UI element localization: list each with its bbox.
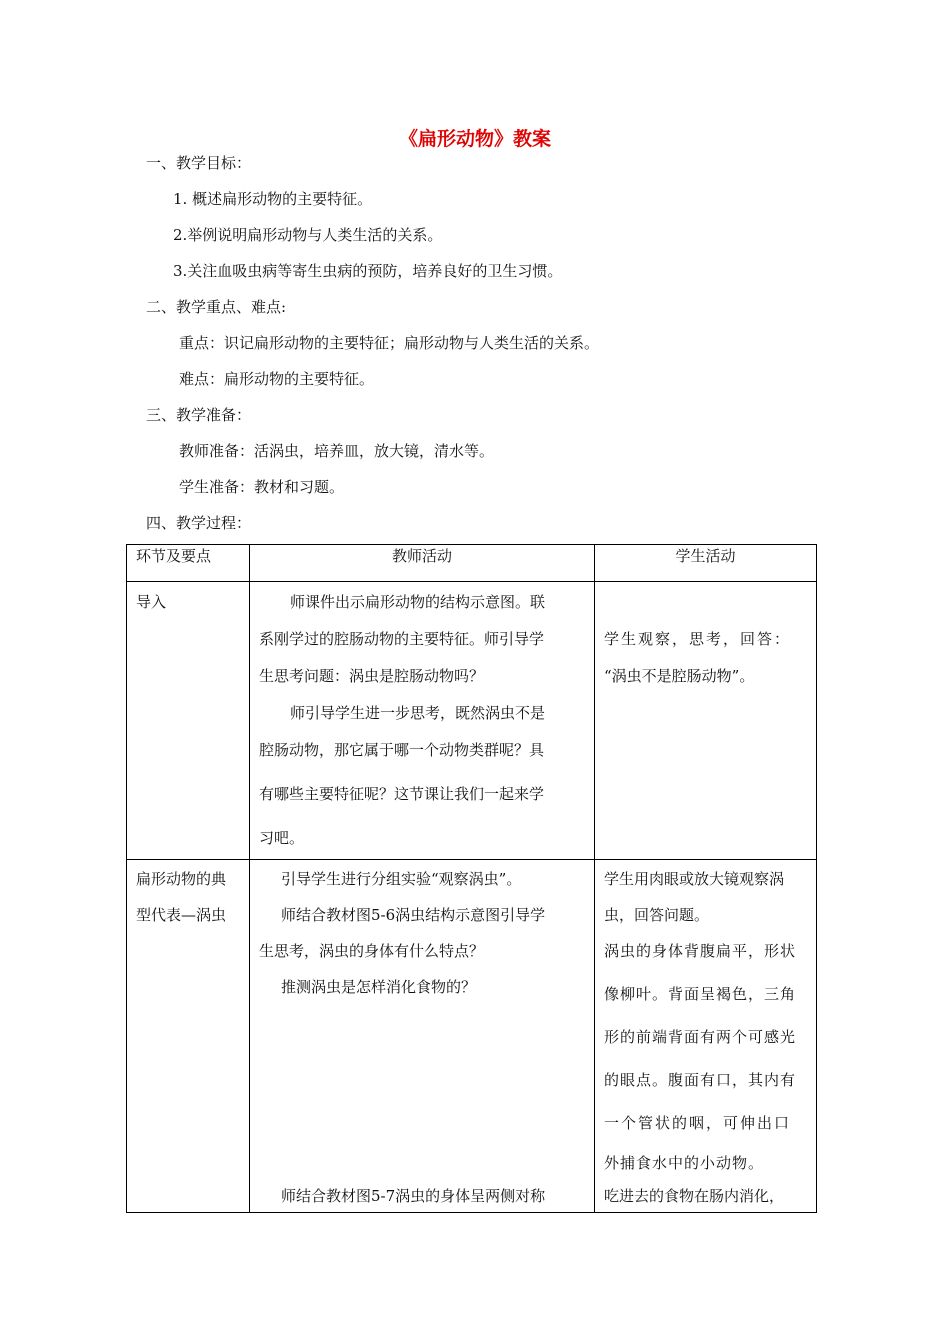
header-stage: 环节及要点 bbox=[127, 545, 250, 582]
teacher-text-line: 引导学生进行分组实验“观察涡虫”。 bbox=[281, 870, 522, 888]
teacher-text-line: 师课件出示扁形动物的结构示意图。联 bbox=[290, 593, 546, 611]
student-text-line: 外捕食水中的小动物。 bbox=[604, 1154, 765, 1172]
difficulty-point: 难点：扁形动物的主要特征。 bbox=[179, 370, 375, 388]
table-header-row bbox=[127, 545, 817, 582]
teacher-text-line: 系刚学过的腔肠动物的主要特征。师引导学 bbox=[259, 630, 545, 648]
student-text-line: 像柳叶。背面呈褐色，三角 bbox=[604, 985, 797, 1003]
student-text-line: 学生观察，思考，回答： bbox=[604, 630, 792, 648]
teacher-text-line: 师引导学生进一步思考，既然涡虫不是 bbox=[290, 704, 546, 722]
teacher-text-line: 生思考，涡虫的身体有什么特点？ bbox=[259, 942, 485, 960]
teacher-text-line: 习吧。 bbox=[259, 829, 305, 847]
section-preparation: 三、教学准备： bbox=[146, 406, 252, 424]
teacher-text-line: 师结合教材图5-7涡虫的身体呈两侧对称 bbox=[281, 1187, 546, 1205]
teaching-process-table bbox=[126, 544, 817, 1213]
student-text-line: 涡虫的身体背腹扁平，形状 bbox=[604, 942, 797, 960]
student-text-line: 形的前端背面有两个可感光 bbox=[604, 1028, 797, 1046]
section-teaching-goals: 一、教学目标： bbox=[146, 154, 252, 172]
header-teacher-activity: 教师活动 bbox=[250, 545, 595, 582]
student-text-line: “涡虫不是腔肠动物”。 bbox=[604, 667, 755, 685]
stage-label: 型代表—涡虫 bbox=[136, 906, 227, 924]
header-student-activity: 学生活动 bbox=[595, 545, 817, 582]
teacher-preparation: 教师准备：活涡虫，培养皿，放大镜，清水等。 bbox=[179, 442, 495, 460]
student-preparation: 学生准备：教材和习题。 bbox=[179, 478, 345, 496]
student-text-line: 虫，回答问题。 bbox=[604, 906, 710, 924]
stage-label: 扁形动物的典 bbox=[136, 870, 227, 888]
goal-item: 2.举例说明扁形动物与人类生活的关系。 bbox=[173, 226, 443, 244]
student-text-line: 的眼点。腹面有口，其内有 bbox=[604, 1071, 797, 1089]
goal-item: 3.关注血吸虫病等寄生虫病的预防，培养良好的卫生习惯。 bbox=[173, 262, 563, 280]
teacher-text-line: 师结合教材图5-6涡虫结构示意图引导学 bbox=[281, 906, 546, 924]
student-text-line: 学生用肉眼或放大镜观察涡 bbox=[604, 870, 785, 888]
student-text-line: 一个管状的咽，可伸出口 bbox=[604, 1114, 792, 1132]
section-process: 四、教学过程： bbox=[146, 514, 252, 532]
section-key-points: 二、教学重点、难点: bbox=[146, 298, 287, 316]
teacher-text-line: 腔肠动物，那它属于哪一个动物类群呢？具 bbox=[259, 741, 545, 759]
stage-label: 导入 bbox=[136, 593, 167, 611]
table-row bbox=[127, 582, 817, 860]
teacher-text-line: 生思考问题：涡虫是腔肠动物吗？ bbox=[259, 667, 485, 685]
goal-item: 1. 概述扁形动物的主要特征。 bbox=[173, 190, 373, 208]
key-point: 重点：识记扁形动物的主要特征；扁形动物与人类生活的关系。 bbox=[179, 334, 600, 352]
student-text-line: 吃进去的食物在肠内消化， bbox=[604, 1187, 785, 1205]
document-title: 《扁形动物》教案 bbox=[398, 128, 551, 150]
teacher-text-line: 推测涡虫是怎样消化食物的？ bbox=[281, 978, 477, 996]
teacher-text-line: 有哪些主要特征呢？这节课让我们一起来学 bbox=[259, 785, 545, 803]
table-row bbox=[127, 860, 817, 1213]
